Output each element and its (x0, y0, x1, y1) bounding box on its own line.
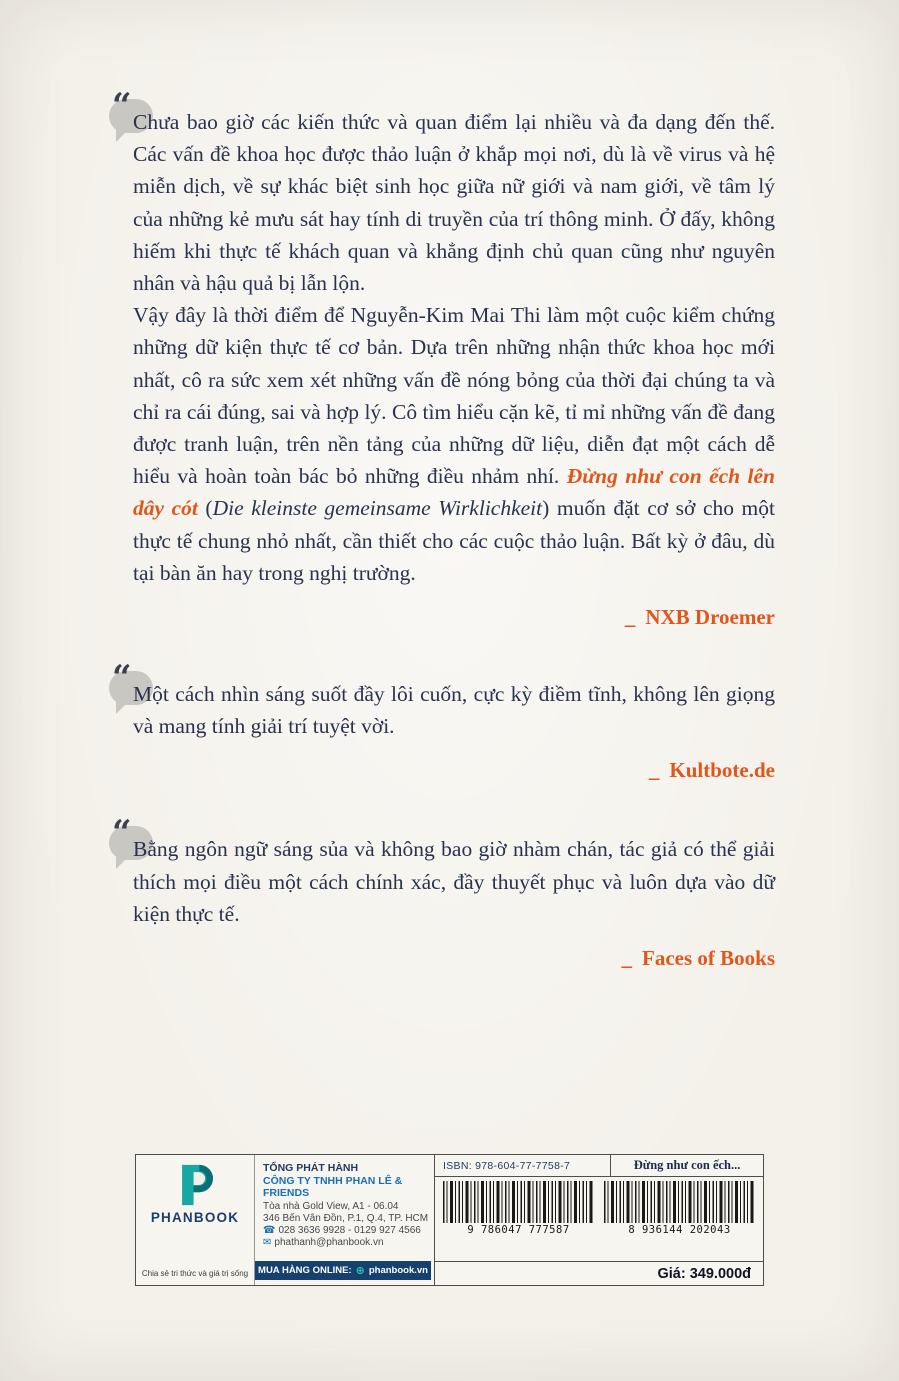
isbn-label: ISBN: 978-604-77-7758-7 (443, 1159, 571, 1172)
barcode-row (435, 1177, 763, 1261)
quote-marks-icon: “ (112, 658, 132, 699)
phone-line (263, 1225, 430, 1236)
paren-open: ( (197, 496, 213, 521)
attribution-name: Kultbote.de (669, 758, 775, 783)
phone-numbers: 028 3636 9928 - 0129 927 4566 (278, 1225, 421, 1236)
quote1-p2-lead: Vậy đây là thời điểm để Nguyễn-Kim Mai Thi làm một cuộc kiểm chứng những dữ kiện thực tế cơ bản. Dựa trên những nhận thức khoa học mới nhất, cô ra sức xem xét những vấn đề nóng bỏng của thời đại chúng ta và chỉ ra cái đúng, sai và hợp lý. Cô tìm hiểu cặn kẽ, tỉ mỉ những vấn đề đang được tranh luận, trên nền tảng của những dữ liệu, diễn đạt một cách dễ hiểu và hoàn toàn bác bỏ những điều nhảm nhí. (133, 303, 775, 489)
online-shopping-bar (255, 1261, 431, 1280)
quotes-column (112, 86, 775, 971)
barcode-ean-bars (604, 1181, 755, 1223)
globe-icon: ⊕ (355, 1264, 365, 1277)
phone-icon: ☎ (263, 1225, 276, 1236)
book-title-highlight: Đừng như con ếch lên dây cót (133, 464, 775, 521)
phanbook-tagline: Chia sẻ tri thức và giá trị sống (141, 1268, 249, 1278)
quote-block-publisher (112, 86, 775, 630)
barcode-isbn-bars (443, 1181, 594, 1223)
barcode-isbn (443, 1181, 594, 1261)
quote1-paragraph-1: Chưa bao giờ các kiến thức và quan điểm lại nhiều và đa dạng đến thế. Các vấn đề khoa học được thảo luận ở khắp mọi nơi, dù là về virus và hệ miễn dịch, về sự khác biệt sinh học giữa nữ giới và nam giới, về tâm lý của những kẻ mưu sát hay tính di truyền của trí thông minh. Ở đấy, không hiếm khi thực tế khách quan và khẳng định chủ quan cũng như nguyên nhân và hậu quả bị lẫn lộn. (133, 110, 775, 296)
attribution-name: Faces of Books (642, 946, 775, 971)
german-original-title: Die kleinste gemeinsame Wirklichkeit (212, 496, 543, 521)
barcode-ean-number: 8 936144 202043 (628, 1224, 731, 1236)
quote-block-faces-of-books (112, 813, 775, 971)
publisher-left-section (136, 1155, 434, 1285)
barcode-section (434, 1155, 763, 1285)
paren-close: ) (542, 496, 557, 521)
quote3-paragraph: Bằng ngôn ngữ sáng sủa và không bao giờ nhàm chán, tác giả có thể giải thích mọi điều một cách chính xác, đầy thuyết phục và luôn dựa vào dữ kiện thực tế. (133, 837, 775, 926)
attribution-name: NXB Droemer (645, 605, 775, 630)
quote-marks-icon: “ (112, 86, 132, 126)
online-site: phanbook.vn (368, 1265, 428, 1276)
quote-marks-icon: “ (112, 813, 132, 854)
barcode-ean (604, 1181, 755, 1261)
distribution-label: TỔNG PHÁT HÀNH (263, 1162, 359, 1174)
quote1-paragraph-2 (133, 299, 775, 589)
phanbook-wordmark: PHANBOOK (150, 1210, 240, 1225)
online-label: MUA HÀNG ONLINE: (258, 1265, 352, 1276)
email-line (263, 1237, 430, 1248)
publisher-info-box (135, 1154, 764, 1286)
attribution-faces-of-books (133, 946, 775, 971)
phanbook-logo-icon (172, 1162, 218, 1208)
quote-block-kultbote (112, 658, 775, 783)
distribution-info (254, 1155, 434, 1261)
attribution-nxb-droemer (133, 605, 775, 630)
address-line-2: 346 Bến Vân Đồn, P.1, Q.4, TP. HCM (263, 1213, 429, 1224)
address-line-1: Tòa nhà Gold View, A1 - 06.04 (263, 1201, 399, 1212)
company-name: CÔNG TY TNHH PHAN LÊ & FRIENDS (263, 1175, 403, 1199)
barcode-header (435, 1155, 763, 1177)
online-bar-cell (254, 1261, 434, 1285)
attribution-dash: _ (648, 758, 661, 783)
quote1-p2-tail: muốn đặt cơ sở cho một thực tế chung nhỏ nhất, cần thiết cho các cuộc thảo luận. Bất kỳ ở đâu, dù tại bàn ăn hay trong nghị trường. (133, 496, 775, 585)
barcode-isbn-number: 9 786047 777587 (467, 1224, 570, 1236)
book-title-snippet: Đừng như con ếch... (610, 1155, 763, 1176)
attribution-kultbote (133, 758, 775, 783)
phanbook-logo (136, 1155, 254, 1261)
email-address: phathanh@phanbook.vn (274, 1237, 384, 1248)
price-label: Giá: 349.000đ (435, 1261, 763, 1285)
attribution-dash: _ (621, 946, 633, 971)
attribution-dash: _ (624, 605, 637, 630)
quote2-paragraph: Một cách nhìn sáng suốt đầy lôi cuốn, cực kỳ điềm tĩnh, không lên giọng và mang tính giải trí tuyệt vời. (133, 682, 775, 739)
email-icon: ✉ (263, 1237, 272, 1248)
